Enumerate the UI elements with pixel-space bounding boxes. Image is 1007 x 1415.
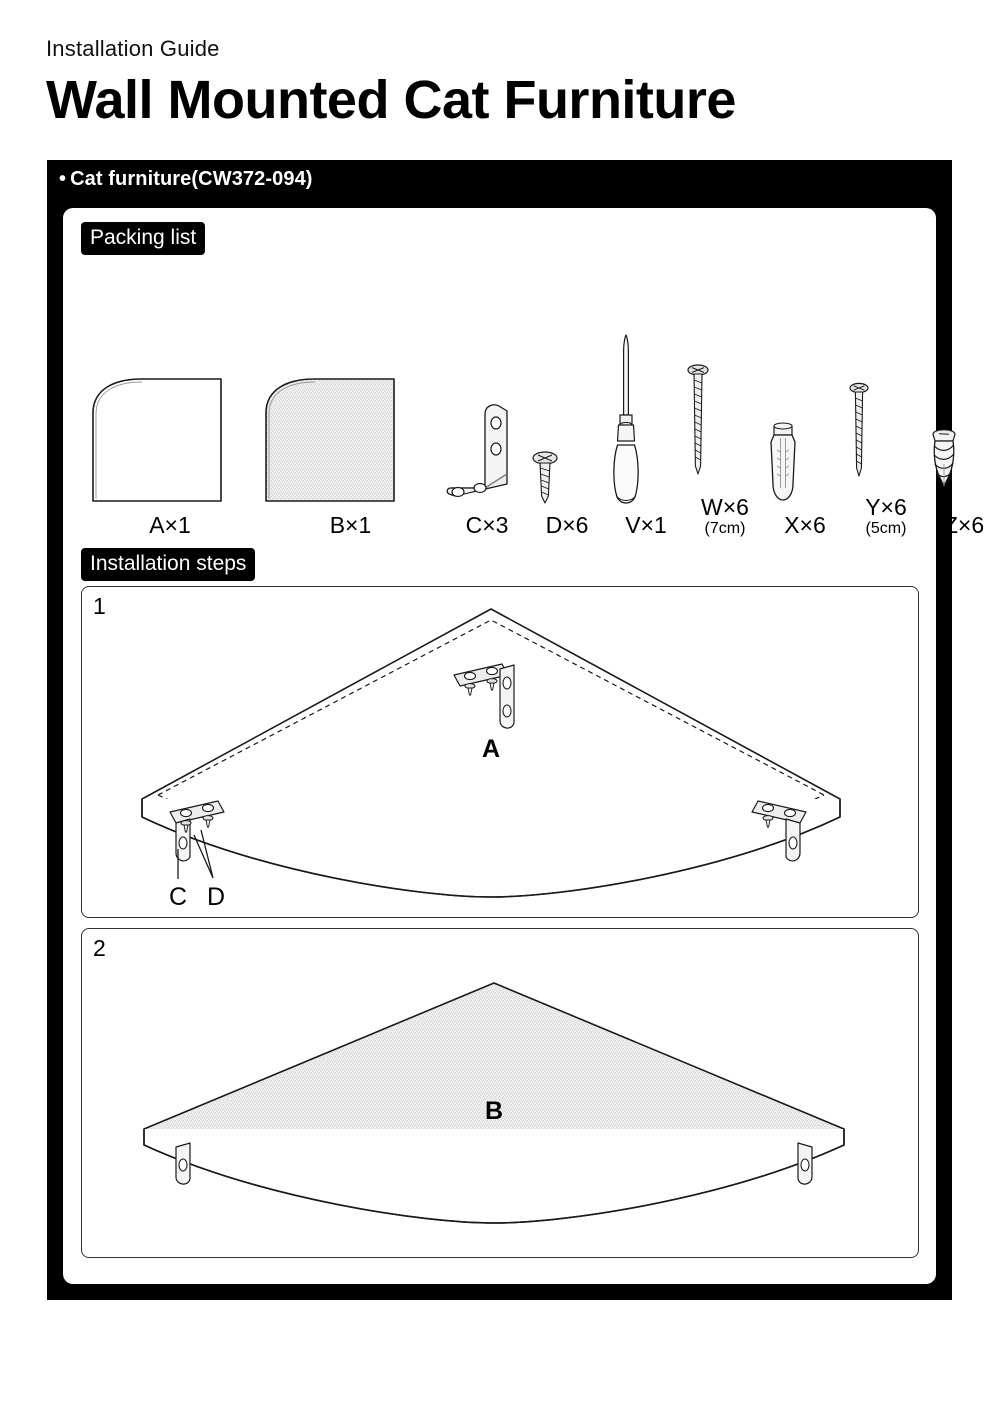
part-item-b: [258, 373, 443, 538]
step-1-part-label: A: [481, 735, 501, 763]
bullet-icon: •: [59, 168, 67, 190]
part-item-v: [603, 333, 689, 538]
part-sub-w: (7cm): [704, 520, 746, 537]
part-label-z: Z×6: [943, 512, 985, 538]
part-label-b: B×1: [329, 512, 372, 538]
part-label-w: W×6: [701, 494, 749, 520]
l-bracket-icon: [441, 396, 533, 508]
step-number-1: 1: [93, 593, 106, 619]
drywall-anchor-icon: [921, 416, 1007, 508]
installation-steps-tag: Installation steps: [81, 548, 255, 581]
medium-screw-icon: [843, 376, 929, 490]
page-header: [46, 36, 946, 130]
short-screw-icon: [525, 396, 609, 508]
step-1-callout-c: C: [168, 883, 188, 911]
part-label-a: A×1: [149, 512, 191, 538]
quarter-round-panel-textured-icon: [258, 373, 443, 508]
inner-panel: [63, 208, 985, 1284]
part-sub-y: (5cm): [865, 520, 907, 537]
parts-row: [63, 268, 985, 538]
step-1-diagram: [82, 587, 918, 917]
packing-list: [63, 268, 985, 538]
part-label-y: Y×6: [865, 494, 907, 520]
part-label-x: X×6: [784, 512, 826, 538]
product-name-bar: [59, 168, 313, 191]
part-item-y: [843, 376, 929, 538]
long-screw-icon: [681, 360, 769, 490]
step-number-2: 2: [93, 935, 106, 961]
step-2-part-label: B: [484, 1097, 504, 1125]
part-item-w: [681, 360, 769, 538]
part-item-x: [763, 404, 847, 538]
guide-kicker: Installation Guide: [46, 36, 220, 61]
step-box-2: [81, 928, 919, 1258]
packing-list-tag: Packing list: [81, 222, 205, 255]
content-frame: [47, 160, 985, 1300]
quarter-round-panel-plain-icon: [85, 373, 255, 508]
product-name: Cat furniture(CW372-094): [70, 168, 313, 190]
step-box-1: [81, 586, 919, 918]
part-label-v: V×1: [625, 512, 667, 538]
part-item-a: [85, 373, 255, 538]
screwdriver-icon: [603, 333, 689, 508]
step-1-callout-d: D: [206, 883, 226, 911]
part-item-c: [441, 396, 533, 538]
part-item-d: [525, 396, 609, 538]
wall-plug-anchor-icon: [763, 404, 847, 508]
step-2-diagram: [82, 929, 918, 1257]
page-title: Wall Mounted Cat Furniture: [46, 70, 736, 130]
part-label-d: D×6: [545, 512, 589, 538]
part-item-z: [921, 416, 1007, 538]
part-label-c: C×3: [465, 512, 509, 538]
